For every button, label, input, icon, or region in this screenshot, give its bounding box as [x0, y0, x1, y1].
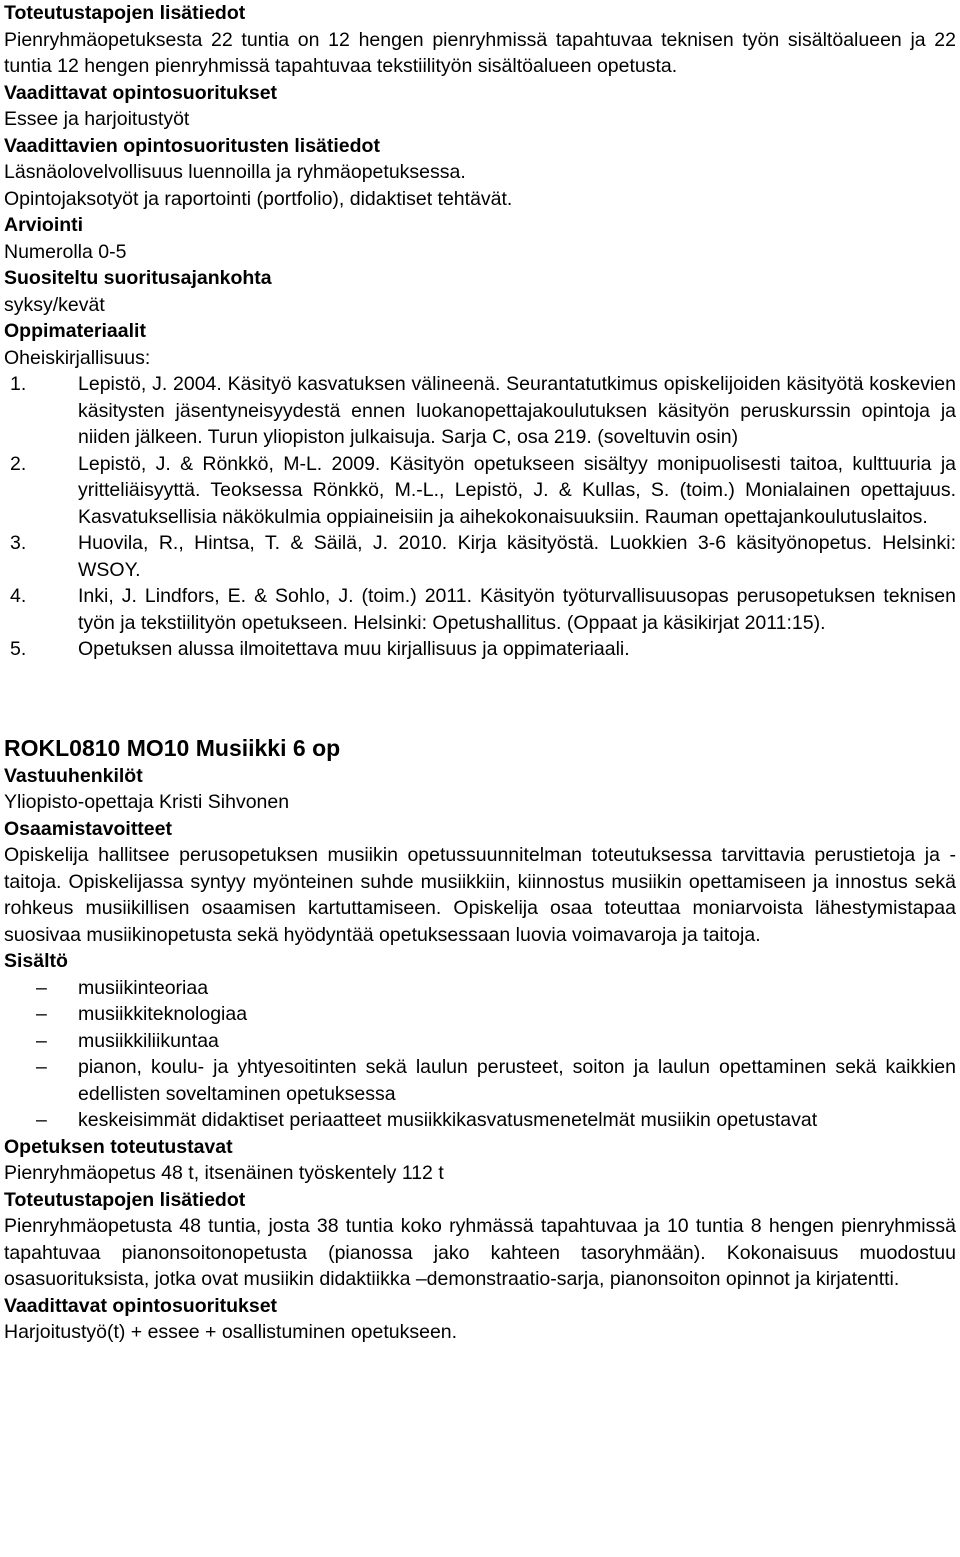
reference-text: Lepistö, J. & Rönkkö, M-L. 2009. Käsityön opetukseen sisältyy monipuolisesti taitoa, kulttuuria ja yritteliäisyyttä. Teoksessa Rönkkö, M.-L., Lepistö, J. & Kullas, S. (toim.) Monialainen opettajuus. Kasvatuksellisia näkökulmia oppiaineisiin ja aihekokonaisuuksiin. Rauman opettajankoulutuslaitos. [78, 452, 956, 528]
list-item-text: musiikkiliikuntaa [78, 1029, 219, 1052]
heading-required-work-details: Vaadittavien opintosuoritusten lisätiedot [4, 134, 380, 157]
reference-number: 5. [10, 638, 27, 660]
list-item [4, 975, 956, 1002]
list-item-text: keskeisimmät didaktiset periaatteet musiikkikasvatusmenetelmät musiikin opetustavat [78, 1109, 818, 1131]
required-work-text: Essee ja harjoitustyöt [4, 108, 190, 130]
implementation-details-text: Pienryhmäopetuksesta 22 tuntia on 12 hengen pienryhmissä tapahtuvaa teknisen työn sisältöalueen ja 22 tuntia 12 hengen pienryhmissä tapahtuvaa tekstiilityön sisältöalueen opetusta. [4, 28, 956, 77]
heading-implementation-details: Toteutustapojen lisätiedot [4, 2, 246, 24]
teaching-methods-text: Pienryhmäopetus 48 t, itsenäinen työskentely 112 t [4, 1162, 444, 1184]
list-item [4, 1028, 956, 1055]
list-item-text: musiikkiteknologiaa [78, 1003, 248, 1025]
required-work-details-line-2: Opintojaksotyöt ja raportointi (portfolio), didaktiset tehtävät. [4, 187, 513, 210]
reference-number: 3. [10, 532, 27, 554]
reference-text: Huovila, R., Hintsa, T. & Säilä, J. 2010. Kirja käsityöstä. Luokkien 3-6 käsityönopetus. Helsinki: WSOY. [78, 532, 956, 581]
reference-item [4, 371, 956, 451]
dash-bullet-icon: – [36, 1003, 47, 1025]
heading-teaching-methods: Opetuksen toteutustavat [4, 1135, 233, 1158]
list-item-text: pianon, koulu- ja yhtyesoitinten sekä laulun perusteet, soiton ja laulun opettaminen sekä kaikkien edellisten soveltaminen opetuksessa [78, 1056, 956, 1105]
list-item [4, 1001, 956, 1028]
reference-item [4, 583, 956, 636]
required-work-text: Harjoitustyö(t) + essee + osallistuminen opetukseen. [4, 1321, 458, 1343]
dash-bullet-icon: – [36, 976, 47, 999]
heading-content: Sisältö [4, 950, 68, 972]
dash-bullet-icon: – [36, 1029, 47, 1052]
required-work-details-line-1: Läsnäolovelvollisuus luennoilla ja ryhmäopetuksessa. [4, 161, 466, 183]
content-list [4, 975, 956, 1134]
reference-text: Opetuksen alussa ilmoitettava muu kirjallisuus ja oppimateriaali. [78, 638, 630, 660]
reference-number: 4. [10, 585, 27, 607]
reference-number: 1. [10, 373, 27, 395]
heading-required-work: Vaadittavat opintosuoritukset [4, 81, 278, 104]
reference-item [4, 636, 956, 663]
reference-text: Inki, J. Lindfors, E. & Sohlo, J. (toim.) 2011. Käsityön työturvallisuusopas perusopetuksen teknisen työn ja tekstiilityön opetukseen. Helsinki: Opetushallitus. (Oppaat ja käsikirjat 2011:15). [78, 585, 956, 634]
reference-text: Lepistö, J. 2004. Käsityö kasvatuksen välineenä. Seurantatutkimus opiskelijoiden käsityötä koskevien käsitysten jäsentyneisyydestä ennen luokanopettajakoulutuksen käsityön peruskurssin opintoja ja niiden jälkeen. Turun yliopiston julkaisuja. Sarja C, osa 219. (soveltuvin osin) [78, 373, 956, 448]
dash-bullet-icon: – [36, 1109, 47, 1131]
heading-learning-materials: Oppimateriaalit [4, 320, 146, 342]
heading-learning-outcomes: Osaamistavoitteet [4, 817, 172, 840]
reference-item [4, 530, 956, 583]
list-item [4, 1054, 956, 1107]
reference-list [4, 371, 956, 663]
list-item [4, 1107, 956, 1134]
assessment-text: Numerolla 0-5 [4, 240, 127, 263]
course-title: ROKL0810 MO10 Musiikki 6 op [4, 734, 341, 761]
dash-bullet-icon: – [36, 1056, 47, 1078]
section-craft-course-continued [4, 0, 956, 663]
implementation-details-text: Pienryhmäopetusta 48 tuntia, josta 38 tuntia koko ryhmässä tapahtuvaa ja 10 tuntia 8 hengen pienryhmissä tapahtuvaa pianonsoitonopetusta (pianossa jako kahteen tasoryhmään). Kokonaisuus muodostuu osasuorituksista, jotka ovat musiikin didaktiikka –demonstraatio-sarja, pianonsoiton opinnot ja kirjatentti. [4, 1215, 956, 1290]
section-music-course [4, 733, 956, 1346]
reference-number: 2. [10, 452, 27, 475]
heading-assessment: Arviointi [4, 214, 84, 236]
responsible-persons-text: Yliopisto-opettaja Kristi Sihvonen [4, 791, 290, 813]
supplementary-literature-label: Oheiskirjallisuus: [4, 346, 151, 369]
heading-responsible-persons: Vastuuhenkilöt [4, 764, 143, 787]
recommended-timing-text: syksy/kevät [4, 293, 105, 316]
heading-implementation-details: Toteutustapojen lisätiedot [4, 1188, 246, 1211]
reference-item [4, 451, 956, 531]
heading-required-work: Vaadittavat opintosuoritukset [4, 1294, 278, 1317]
learning-outcomes-text: Opiskelija hallitsee perusopetuksen musiikin opetussuunnitelman toteutuksessa tarvittavia perustietoja ja -taitoja. Opiskelijassa syntyy myönteinen suhde musiikkiin, kiinnostus musiikin opettamiseen ja innostus sekä rohkeus musiikillisen osaamisen kartuttamiseen. Opiskelija osaa toteuttaa moniarvoista lähestymistapaa suosivaa musiikinopetusta sekä hyödyntää opetuksessaan luovia voimavaroja ja taitoja. [4, 844, 956, 946]
list-item-text: musiikinteoriaa [78, 976, 209, 999]
heading-recommended-timing: Suositeltu suoritusajankohta [4, 267, 272, 289]
